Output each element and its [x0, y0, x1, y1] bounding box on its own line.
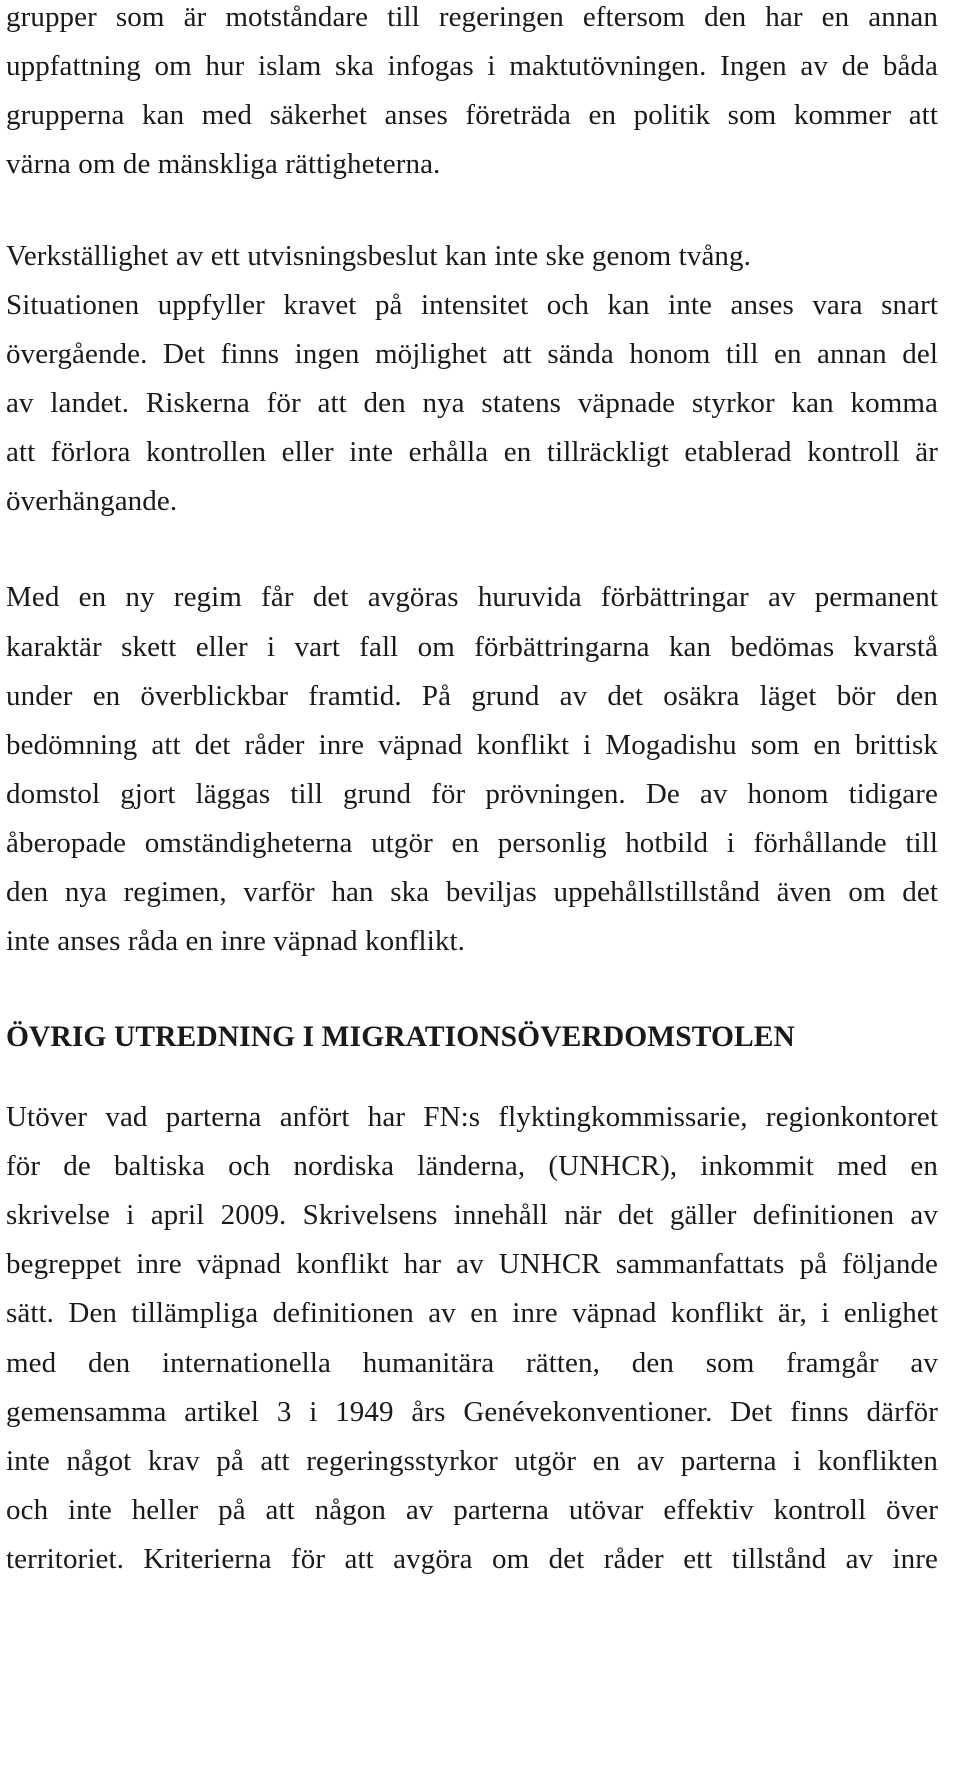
paragraph-4-line-7: gemensamma artikel 3 i 1949 års Genévekonventioner. Det finns därför — [6, 1396, 938, 1428]
paragraph-2-line-2: Situationen uppfyller kravet på intensitet och kan inte anses vara snart — [6, 289, 938, 321]
paragraph-3-line-2: karaktär skett eller i vart fall om förbättringarna kan bedömas kvarstå — [6, 631, 938, 663]
paragraph-3-line-4: bedömning att det råder inre väpnad konflikt i Mogadishu som en brittisk — [6, 729, 938, 761]
paragraph-4-line-9: och inte heller på att någon av parterna utövar effektiv kontroll över — [6, 1494, 938, 1526]
paragraph-1-line-3: grupperna kan med säkerhet anses företräda en politik som kommer att — [6, 99, 938, 131]
paragraph-2-line-3: övergående. Det finns ingen möjlighet att sända honom till en annan del — [6, 338, 938, 370]
paragraph-1-line-1: grupper som är motståndare till regeringen eftersom den har en annan — [6, 1, 938, 33]
paragraph-4-line-1: Utöver vad parterna anfört har FN:s flyktingkommissarie, regionkontoret — [6, 1101, 938, 1133]
paragraph-4-line-4: begreppet inre väpnad konflikt har av UNHCR sammanfattats på följande — [6, 1248, 938, 1280]
paragraph-1-line-4: värna om de mänskliga rättigheterna. — [6, 148, 441, 180]
paragraph-3-line-6: åberopade omständigheterna utgör en personlig hotbild i förhållande till — [6, 827, 938, 859]
paragraph-4-line-6: med den internationella humanitära rätten, den som framgår av — [6, 1347, 938, 1379]
paragraph-2-line-4: av landet. Riskerna för att den nya statens väpnade styrkor kan komma — [6, 387, 938, 419]
paragraph-2-line-1: Verkställighet av ett utvisningsbeslut kan inte ske genom tvång. — [6, 240, 751, 272]
paragraph-3-line-5: domstol gjort läggas till grund för prövningen. De av honom tidigare — [6, 778, 938, 810]
paragraph-4-line-8: inte något krav på att regeringsstyrkor utgör en av parterna i konflikten — [6, 1445, 938, 1477]
paragraph-3-line-8: inte anses råda en inre väpnad konflikt. — [6, 925, 465, 957]
paragraph-4-line-3: skrivelse i april 2009. Skrivelsens innehåll när det gäller definitionen av — [6, 1199, 938, 1231]
paragraph-1-line-2: uppfattning om hur islam ska infogas i maktutövningen. Ingen av de båda — [6, 50, 938, 82]
paragraph-2-line-6: överhängande. — [6, 485, 178, 517]
paragraph-2-line-5: att förlora kontrollen eller inte erhålla en tillräckligt etablerad kontroll är — [6, 436, 938, 468]
paragraph-4-line-2: för de baltiska och nordiska länderna, (UNHCR), inkommit med en — [6, 1150, 938, 1182]
paragraph-3-line-3: under en överblickbar framtid. På grund av det osäkra läget bör den — [6, 680, 938, 712]
paragraph-4-line-5: sätt. Den tillämpliga definitionen av en inre väpnad konflikt är, i enlighet — [6, 1297, 938, 1329]
paragraph-3-line-7: den nya regimen, varför han ska beviljas uppehållstillstånd även om det — [6, 876, 938, 908]
paragraph-3-line-1: Med en ny regim får det avgöras huruvida förbättringar av permanent — [6, 581, 938, 613]
section-heading: ÖVRIG UTREDNING I MIGRATIONSÖVERDOMSTOLEN — [6, 1021, 795, 1053]
paragraph-4-line-10: territoriet. Kriterierna för att avgöra om det råder ett tillstånd av inre — [6, 1543, 938, 1575]
